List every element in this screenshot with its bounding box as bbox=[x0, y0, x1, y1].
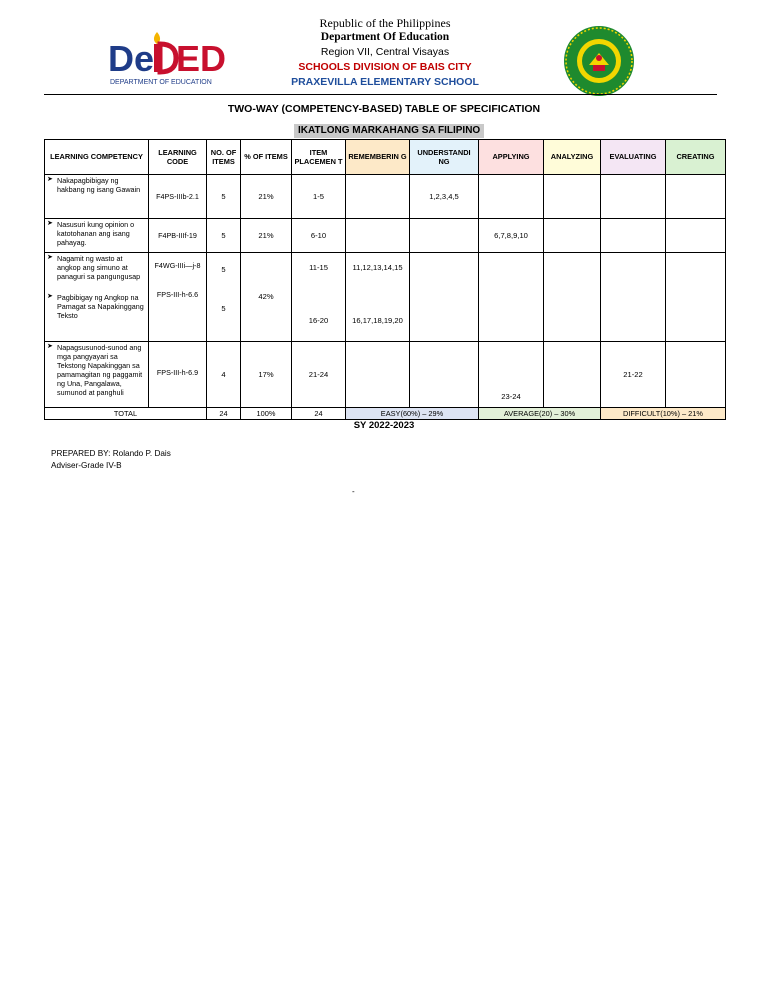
placement-cell: 11-15 16-20 bbox=[292, 253, 346, 342]
applying-cell bbox=[479, 175, 544, 219]
remembering-cell bbox=[346, 219, 410, 253]
placement-cell: 6-10 bbox=[292, 219, 346, 253]
header-evaluating: EVALUATING bbox=[601, 140, 666, 175]
table-row bbox=[45, 219, 726, 253]
placement-cell: 21-24 bbox=[292, 342, 346, 408]
creating-cell bbox=[666, 342, 726, 408]
header-creating: CREATING bbox=[666, 140, 726, 175]
svg-text:De: De bbox=[108, 38, 155, 79]
code-cell: F4PB-IIIf-19 bbox=[149, 219, 207, 253]
code-cell: F4PS-IIIb-2.1 bbox=[149, 175, 207, 219]
understanding-cell bbox=[410, 342, 479, 408]
evaluating-cell: 21-22 bbox=[601, 342, 666, 408]
understanding-cell bbox=[410, 253, 479, 342]
applying-cell: 23-24 bbox=[479, 342, 544, 408]
placement-cell: 1-5 bbox=[292, 175, 346, 219]
republic-line: Republic of the Philippines bbox=[319, 16, 451, 30]
analyzing-cell bbox=[544, 342, 601, 408]
bullet-arrow-icon: ➤ bbox=[47, 220, 53, 227]
total-label: TOTAL bbox=[45, 408, 207, 420]
creating-cell bbox=[666, 219, 726, 253]
competency-cell: ➤ Napagsusunod-sunod ang mga pangyayari sa Tekstong Napakinggan sa pamamagitan ng paggamit ng Una, Pangalawa, sumunod at panghuli bbox=[45, 342, 149, 408]
difficult-summary: DIFFICULT(10%) – 21% bbox=[601, 408, 726, 420]
department-line: Department Of Education bbox=[320, 31, 450, 43]
analyzing-cell bbox=[544, 219, 601, 253]
percent-cell: 17% bbox=[241, 342, 292, 408]
table-row bbox=[45, 342, 726, 408]
creating-cell bbox=[666, 253, 726, 342]
evaluating-cell bbox=[601, 219, 666, 253]
table-row bbox=[45, 175, 726, 219]
easy-summary: EASY(60%) – 29% bbox=[346, 408, 479, 420]
bullet-arrow-icon: ➤ bbox=[47, 254, 53, 261]
code-cell: F4WG-IIIi—j-8 FPS-III-h-6.6 bbox=[149, 253, 207, 342]
evaluating-cell bbox=[601, 253, 666, 342]
document-title: TWO-WAY (COMPETENCY-BASED) TABLE OF SPECIFICATION bbox=[227, 103, 541, 115]
prepared-by-block bbox=[51, 448, 171, 472]
competency-cell: ➤ Nasusuri kung opinion o katotohanan ang isang pahayag. bbox=[45, 219, 149, 253]
division-line: SCHOOLS DIVISION OF BAIS CITY bbox=[298, 61, 472, 73]
header-competency: LEARNING COMPETENCY bbox=[45, 140, 149, 175]
svg-text:DEPARTMENT OF EDUCATION: DEPARTMENT OF EDUCATION bbox=[110, 79, 212, 86]
competency-cell: ➤ Nagamit ng wasto at angkop ang simuno at panaguri sa pangungusap ➤ Pagbibigay ng Angkop na Pamagat sa Napakinggang Teksto bbox=[45, 253, 149, 342]
header-placement: ITEM PLACEMEN T bbox=[292, 140, 346, 175]
analyzing-cell bbox=[544, 175, 601, 219]
school-year: SY 2022-2023 bbox=[353, 420, 415, 431]
competency-cell: ➤ Nakapagbibigay ng hakbang ng isang Gawain bbox=[45, 175, 149, 219]
creating-cell bbox=[666, 175, 726, 219]
applying-cell: 6,7,8,9,10 bbox=[479, 219, 544, 253]
deped-logo bbox=[106, 28, 230, 90]
table-header-row bbox=[45, 140, 726, 175]
remembering-cell: 11,12,13,14,15 16,17,18,19,20 bbox=[346, 253, 410, 342]
bullet-arrow-icon: ➤ bbox=[47, 176, 53, 183]
header-items: NO. OF ITEMS bbox=[207, 140, 241, 175]
understanding-cell bbox=[410, 219, 479, 253]
percent-cell: 42% bbox=[241, 253, 292, 342]
table-row bbox=[45, 253, 726, 342]
average-summary: AVERAGE(20) – 30% bbox=[479, 408, 601, 420]
header-remembering: REMEMBERIN G bbox=[346, 140, 410, 175]
school-seal bbox=[563, 25, 635, 97]
header-analyzing: ANALYZING bbox=[544, 140, 601, 175]
understanding-cell: 1,2,3,4,5 bbox=[410, 175, 479, 219]
percent-cell: 21% bbox=[241, 219, 292, 253]
bullet-arrow-icon: ➤ bbox=[47, 293, 53, 300]
remembering-cell bbox=[346, 342, 410, 408]
applying-cell bbox=[479, 253, 544, 342]
school-line: PRAXEVILLA ELEMENTARY SCHOOL bbox=[291, 76, 479, 88]
analyzing-cell bbox=[544, 253, 601, 342]
items-cell: 5 5 bbox=[207, 253, 241, 342]
items-cell: 4 bbox=[207, 342, 241, 408]
document-subtitle: IKATLONG MARKAHANG SA FILIPINO bbox=[294, 124, 484, 138]
evaluating-cell bbox=[601, 175, 666, 219]
items-cell: 5 bbox=[207, 175, 241, 219]
total-percent: 100% bbox=[241, 408, 292, 420]
code-cell: FPS-III-h-6.9 bbox=[149, 342, 207, 408]
header-percent: % OF ITEMS bbox=[241, 140, 292, 175]
svg-text:ED: ED bbox=[176, 38, 227, 79]
items-cell: 5 bbox=[207, 219, 241, 253]
total-items: 24 bbox=[207, 408, 241, 420]
specification-table bbox=[44, 139, 726, 420]
remembering-cell bbox=[346, 175, 410, 219]
header-understanding: UNDERSTANDI NG bbox=[410, 140, 479, 175]
region-line: Region VII, Central Visayas bbox=[320, 46, 450, 58]
header-divider bbox=[44, 94, 717, 95]
footer-mark: - bbox=[352, 487, 355, 496]
header-applying: APPLYING bbox=[479, 140, 544, 175]
total-placement: 24 bbox=[292, 408, 346, 420]
prepared-by: PREPARED BY: Rolando P. Dais bbox=[51, 449, 171, 458]
header-code: LEARNING CODE bbox=[149, 140, 207, 175]
preparer-position: Adviser-Grade IV-B bbox=[51, 461, 122, 470]
bullet-arrow-icon: ➤ bbox=[47, 343, 53, 350]
total-row bbox=[45, 408, 726, 420]
percent-cell: 21% bbox=[241, 175, 292, 219]
